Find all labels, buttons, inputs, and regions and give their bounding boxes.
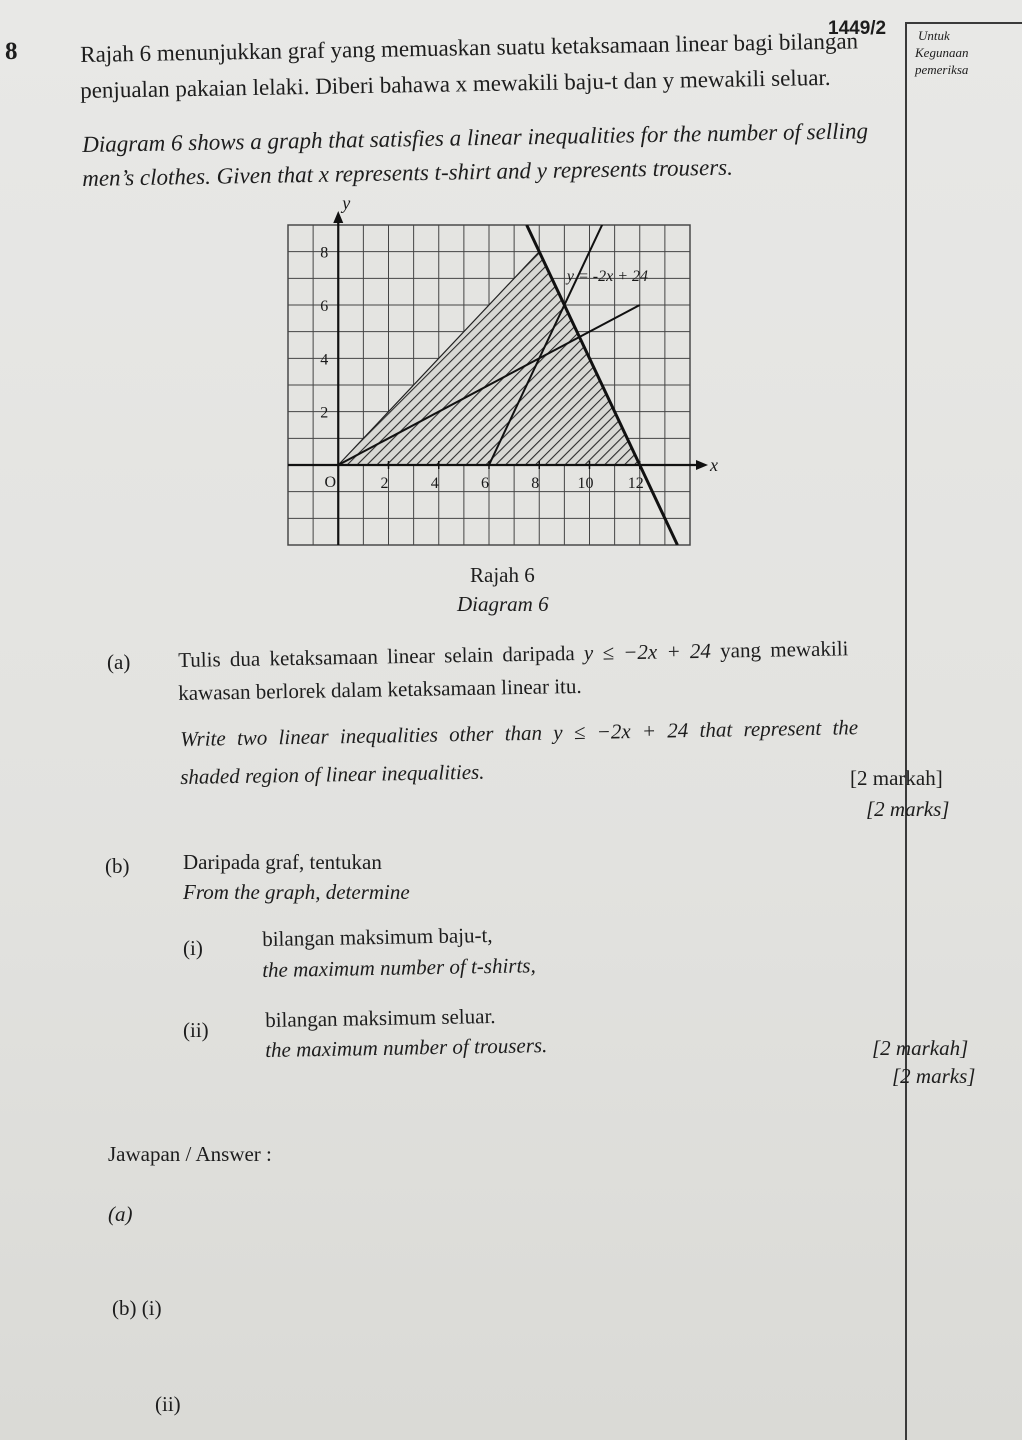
- part-a-marks-en: [2 marks]: [866, 797, 950, 821]
- part-b-i-label: (i): [183, 936, 203, 960]
- y-tick-label: 8: [320, 244, 329, 262]
- part-a-ms-line1: [178, 636, 849, 673]
- part-a-en-text-end: that represent the: [699, 715, 859, 742]
- y-axis-label: y: [342, 195, 351, 213]
- paper-code: 1449/2: [828, 18, 887, 39]
- x-tick-label: 8: [531, 475, 540, 492]
- x-tick-label: 2: [380, 475, 389, 492]
- y-tick-label: 4: [320, 351, 329, 369]
- y-tick-label: 6: [320, 298, 329, 315]
- diagram-6-graph: [250, 195, 720, 560]
- part-b-i-ms: bilangan maksimum baju-t,: [262, 922, 493, 951]
- part-b-marks-ms: [2 markah]: [872, 1036, 969, 1060]
- part-b-ii-en: the maximum number of trousers.: [265, 1033, 548, 1062]
- part-a-ms-line2: kawasan berlorek dalam ketaksamaan linear itu.: [178, 673, 582, 705]
- question-number: 8: [5, 38, 18, 65]
- part-b-label: (b): [105, 854, 130, 878]
- answer-heading: [108, 1142, 272, 1167]
- answer-a-label: (a): [108, 1202, 133, 1226]
- examiner-margin-line: [905, 22, 907, 1440]
- part-a-ms-text: Tulis dua ketaksamaan linear selain daripada: [178, 641, 575, 672]
- intro-en-line2: men’s clothes. Given that x represents t-shirt and y represents trousers.: [82, 154, 734, 191]
- answer-b-i-label: (b) (i): [112, 1296, 162, 1320]
- intro-ms-line2: penjualan pakaian lelaki. Diberi bahawa x mewakili baju-t dan y mewakili seluar.: [80, 64, 831, 103]
- answer-b-ii-label: (ii): [155, 1392, 181, 1416]
- answer-heading-text: Jawapan / Answer :: [108, 1142, 272, 1166]
- origin-label: O: [324, 474, 337, 491]
- part-b-ii-label: (ii): [183, 1018, 209, 1042]
- y-tick-label: 2: [320, 404, 329, 422]
- part-b-i-en: the maximum number of t-shirts,: [262, 953, 536, 982]
- x-tick-label: 10: [577, 475, 594, 492]
- part-a-en-text: Write two linear inequalities other than: [180, 720, 543, 751]
- line-annotation: y = -2x + 24: [566, 268, 649, 285]
- x-tick-label: 4: [430, 475, 439, 492]
- part-b-intro-ms: Daripada graf, tentukan: [183, 850, 382, 874]
- intro-ms-line1: Rajah 6 menunjukkan graf yang memuaskan suatu ketaksamaan linear bagi bilangan: [80, 28, 859, 67]
- x-axis-arrow: [696, 460, 708, 470]
- caption-en: Diagram 6: [457, 592, 549, 616]
- x-tick-label: 12: [627, 475, 644, 492]
- part-a-en-line1: [180, 715, 858, 752]
- intro-en-line1: Diagram 6 shows a graph that satisfies a linear inequalities for the number of selling: [82, 118, 869, 157]
- part-b-ii-ms: bilangan maksimum seluar.: [265, 1003, 496, 1032]
- part-a-en-line2: shaded region of linear inequalities.: [180, 759, 485, 789]
- x-axis-label: x: [710, 455, 718, 475]
- part-a-inequality-en: y ≤ −2x + 24: [553, 718, 689, 745]
- x-tick-label: 6: [481, 475, 489, 492]
- margin-label-untuk: Untuk: [918, 28, 950, 43]
- part-a-marks-ms: [2 markah]: [850, 766, 943, 790]
- part-b-marks-en: [2 marks]: [892, 1064, 976, 1088]
- caption-ms: Rajah 6: [470, 563, 535, 587]
- part-a-label: (a): [107, 650, 131, 674]
- margin-label-pemeriksa: pemeriksa: [915, 62, 969, 77]
- part-a-ms-text-end: yang mewakili: [719, 636, 849, 663]
- part-b-intro-en: From the graph, determine: [183, 880, 410, 904]
- margin-label-kegunaan: Kegunaan: [915, 45, 969, 60]
- part-a-inequality-ms: y ≤ −2x + 24: [583, 638, 712, 665]
